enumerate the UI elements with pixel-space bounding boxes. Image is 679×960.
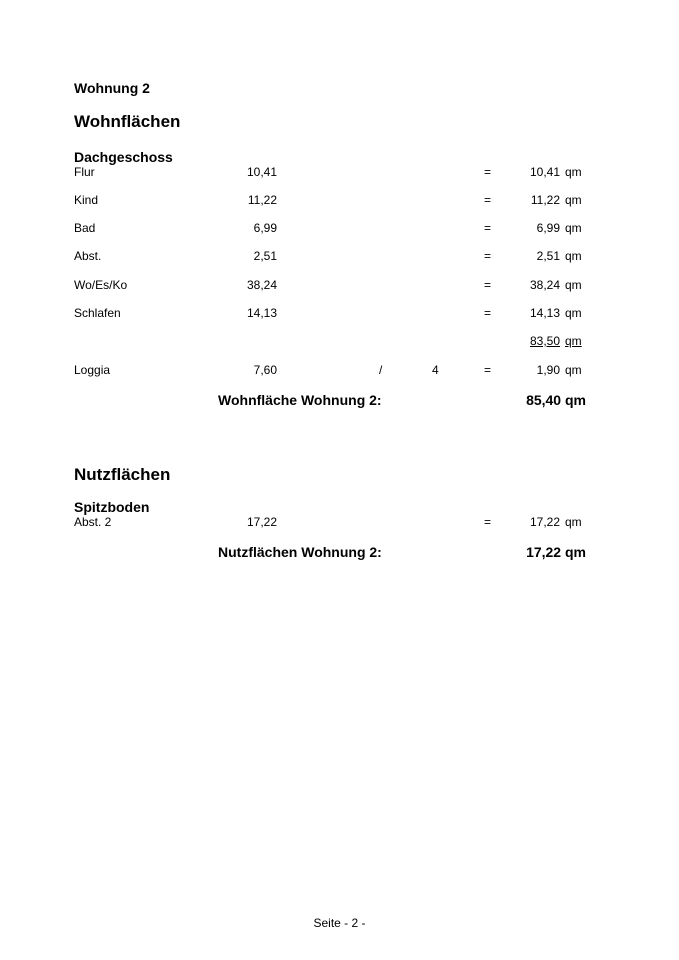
room-name: Loggia (74, 363, 111, 377)
room-measure: 14,13 (246, 306, 277, 320)
room-measure: 17,22 (246, 515, 277, 529)
room-measure: 7,60 (253, 363, 277, 377)
area-unit: qm (565, 363, 582, 377)
living-total-label: Wohnfläche Wohnung 2: (218, 392, 382, 408)
equals-sign: = (484, 306, 492, 320)
area-unit: qm (565, 165, 582, 179)
room-name: Abst. (74, 249, 102, 263)
equals-sign: = (484, 278, 492, 292)
usable-total-value: 17,22 qm (526, 544, 586, 560)
room-name: Kind (74, 193, 99, 207)
floor-heading-spitzboden: Spitzboden (74, 499, 150, 515)
equals-sign: = (484, 165, 492, 179)
subtotal-unit: qm (565, 334, 582, 348)
room-area: 2,51 (536, 249, 560, 263)
room-area: 38,24 (529, 278, 560, 292)
living-total-value: 85,40 qm (526, 392, 586, 408)
subtotal-area: 83,50 (529, 334, 560, 348)
equals-sign: = (484, 363, 492, 377)
usable-area-heading: Nutzflächen (74, 465, 171, 484)
equals-sign: = (484, 249, 492, 263)
divisor: 4 (432, 363, 439, 377)
living-area-heading: Wohnflächen (74, 112, 181, 131)
room-measure: 11,22 (247, 193, 277, 207)
room-area: 6,99 (536, 221, 560, 235)
room-area: 17,22 (529, 515, 560, 529)
room-name: Schlafen (74, 306, 121, 320)
equals-sign: = (484, 515, 492, 529)
room-measure: 38,24 (246, 278, 277, 292)
room-measure: 6,99 (253, 221, 277, 235)
room-measure: 10,41 (246, 165, 277, 179)
room-area: 10,41 (529, 165, 560, 179)
area-unit: qm (565, 193, 582, 207)
usable-total-label: Nutzflächen Wohnung 2: (218, 544, 382, 560)
area-unit: qm (565, 221, 582, 235)
floor-heading-dachgeschoss: Dachgeschoss (74, 149, 173, 165)
room-name: Flur (74, 165, 95, 179)
apartment-title: Wohnung 2 (74, 80, 150, 96)
room-area: 11,22 (530, 193, 560, 207)
area-unit: qm (565, 278, 582, 292)
room-area: 1,90 (536, 363, 560, 377)
area-unit: qm (565, 306, 582, 320)
room-area: 14,13 (529, 306, 560, 320)
area-unit: qm (565, 249, 582, 263)
room-name: Abst. 2 (74, 515, 112, 529)
area-unit: qm (565, 515, 582, 529)
equals-sign: = (484, 193, 492, 207)
page-number: Seite - 2 - (313, 916, 366, 930)
room-name: Wo/Es/Ko (74, 278, 128, 292)
room-name: Bad (74, 221, 96, 235)
room-measure: 2,51 (253, 249, 277, 263)
division-sign: / (379, 363, 383, 377)
equals-sign: = (484, 221, 492, 235)
